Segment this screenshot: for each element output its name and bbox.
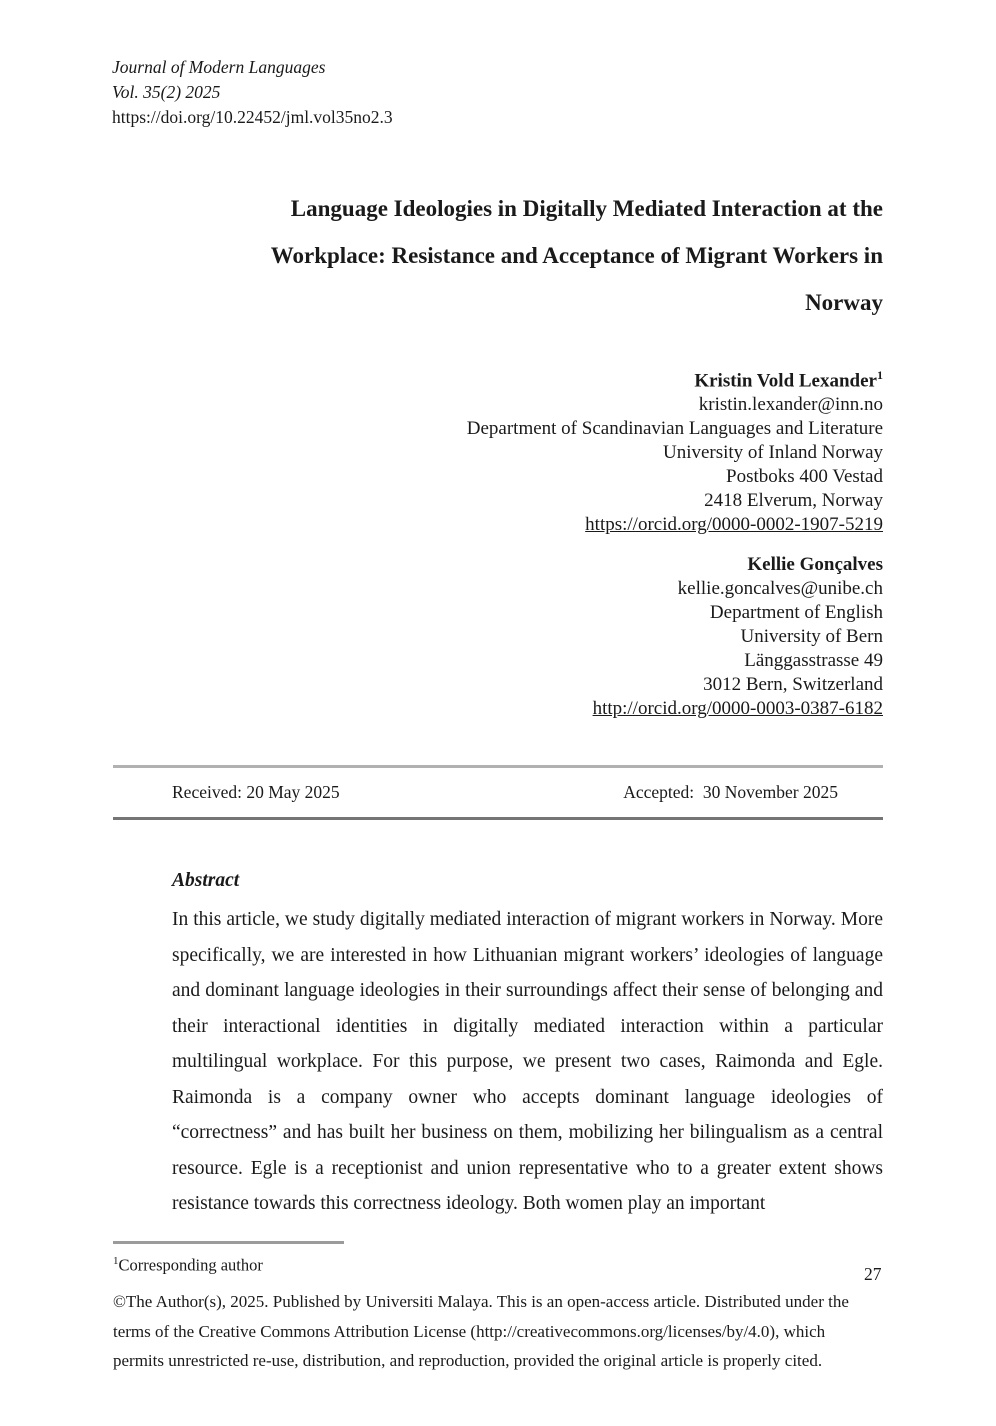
journal-volume: Vol. 35(2) 2025 xyxy=(112,82,221,102)
author-university: University of Inland Norway xyxy=(662,442,883,464)
journal-name: Journal of Modern Languages xyxy=(112,57,326,77)
orcid-link[interactable]: http://orcid.org/0000-0003-0387-6182 xyxy=(592,698,883,719)
article-title-line: Language Ideologies in Digitally Mediated Interaction at the xyxy=(290,196,883,221)
author-address-line: Länggasstrasse 49 xyxy=(744,650,883,671)
author-name xyxy=(113,553,883,577)
author-department: Department of English xyxy=(709,602,883,623)
abstract-text: In this article, we study digitally mediated interaction of migrant workers in Norway. More specifically, we are interested in how Lithuanian migrant workers’ ideologies of language and dominant language ideologies in their surroundings affect their sense of belonging and their interactional identities in digitally mediated interaction within a particular multilingual workplace. For this purpose, we present two cases, Raimonda and Egle. Raimonda is a company owner who accepts dominant language ideologies of “correctness” and has built her business on them, mobilizing her bilingualism as a central resource. Egle is a receptionist and union representative who to a greater extent shows resistance towards this correctness ideology. Both women play an important xyxy=(172,909,883,1214)
journal-header xyxy=(112,55,393,130)
author-address-line: 2418 Elverum, Norway xyxy=(704,490,883,512)
corresponding-author-marker: 1 xyxy=(877,368,883,382)
article-title xyxy=(113,185,883,326)
author-department: Department of Scandinavian Languages and Literature xyxy=(466,418,883,440)
copyright-notice: ©The Author(s), 2025. Published by Universiti Malaya. This is an open-access article. Distributed under the terms of the Creative Commons Attribution License (http://creativecommons.org/licenses/by/4.0), which permits unrestricted re-use, distribution, and reproduction, provided the original article is properly cited. xyxy=(113,1292,849,1370)
footnote-marker: 1 xyxy=(113,1255,119,1267)
author-email: kristin.lexander@inn.no xyxy=(698,394,883,416)
orcid-link[interactable]: https://orcid.org/0000-0002-1907-5219 xyxy=(585,514,883,536)
author-email: kellie.goncalves@unibe.ch xyxy=(677,578,883,599)
abstract-heading: Abstract xyxy=(172,870,240,891)
footnote xyxy=(113,1250,263,1277)
author-address-line: Postboks 400 Vestad xyxy=(726,466,883,488)
author-block-goncalves xyxy=(113,553,883,721)
article-title-line: Workplace: Resistance and Acceptance of Migrant Workers in xyxy=(270,243,883,268)
dates-bar xyxy=(113,765,883,820)
author-university: University of Bern xyxy=(740,626,883,647)
accepted-date: Accepted: 30 November 2025 xyxy=(623,782,838,802)
author-name xyxy=(113,363,883,393)
page-number: 27 xyxy=(864,1264,882,1284)
author-name-text: Kristin Vold Lexander xyxy=(694,370,877,392)
received-date: Received: 20 May 2025 xyxy=(172,782,340,802)
author-name-text: Kellie Gonçalves xyxy=(747,554,883,575)
article-title-line: Norway xyxy=(805,290,883,315)
footnote-text: Corresponding author xyxy=(118,1255,263,1275)
footnote-separator xyxy=(113,1241,344,1244)
journal-doi: https://doi.org/10.22452/jml.vol35no2.3 xyxy=(112,107,393,127)
author-address-line: 3012 Bern, Switzerland xyxy=(703,674,883,695)
abstract-section xyxy=(172,868,883,1222)
author-block-lexander xyxy=(113,363,883,537)
